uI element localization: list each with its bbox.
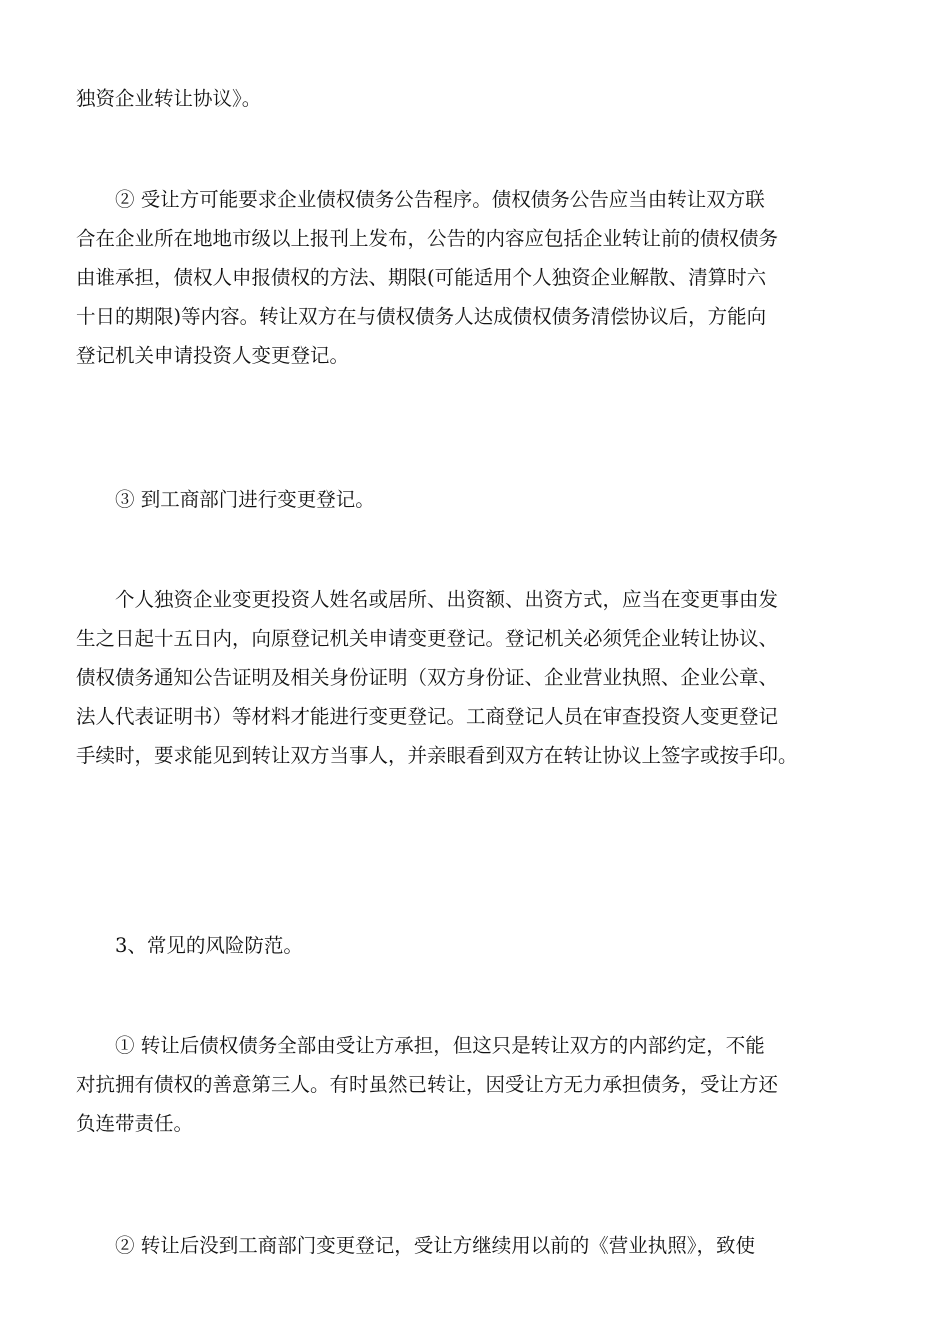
text-line: ③ 到工商部门进行变更登记。 [115,488,375,511]
text-line: 债权债务通知公告证明及相关身份证明（双方身份证、企业营业执照、企业公章、 [76,666,779,689]
text-line: 3、常见的风险防范。 [115,934,303,957]
text-line: 法人代表证明书）等材料才能进行变更登记。工商登记人员在审查投资人变更登记 [76,705,779,728]
text-line: 合在企业所在地地市级以上报刊上发布，公告的内容应包括企业转让前的债权债务 [76,227,779,250]
text-line: ① 转让后债权债务全部由受让方承担，但这只是转让双方的内部约定，不能 [115,1034,765,1057]
paragraph-1 [76,79,882,118]
text-line: 生之日起十五日内，向原登记机关申请变更登记。登记机关必须凭企业转让协议、 [76,627,779,650]
paragraph-7 [76,1226,882,1265]
text-line: 十日的期限)等内容。转让双方在与债权债务人达成债权债务清偿协议后，方能向 [76,305,767,328]
text-line: 由谁承担，债权人申报债权的方法、期限(可能适用个人独资企业解散、清算时六 [76,266,767,289]
paragraph-6 [76,1026,882,1143]
paragraph-4 [76,580,882,775]
text-line: ② 受让方可能要求企业债权债务公告程序。债权债务公告应当由转让双方联 [115,188,765,211]
paragraph-2 [76,180,882,375]
text-line: 登记机关申请投资人变更登记。 [76,344,350,367]
text-line: 负连带责任。 [76,1112,194,1135]
text-line: 独资企业转让协议》。 [76,87,262,110]
paragraph-5 [76,926,882,965]
paragraph-3 [76,480,882,519]
text-line: 对抗拥有债权的善意第三人。有时虽然已转让，因受让方无力承担债务，受让方还 [76,1073,779,1096]
text-line: 手续时，要求能见到转让双方当事人，并亲眼看到双方在转让协议上签字或按手印。 [76,744,798,767]
text-line: 个人独资企业变更投资人姓名或居所、出资额、出资方式，应当在变更事由发 [115,588,779,611]
text-line: ② 转让后没到工商部门变更登记，受让方继续用以前的《营业执照》，致使 [115,1234,755,1257]
